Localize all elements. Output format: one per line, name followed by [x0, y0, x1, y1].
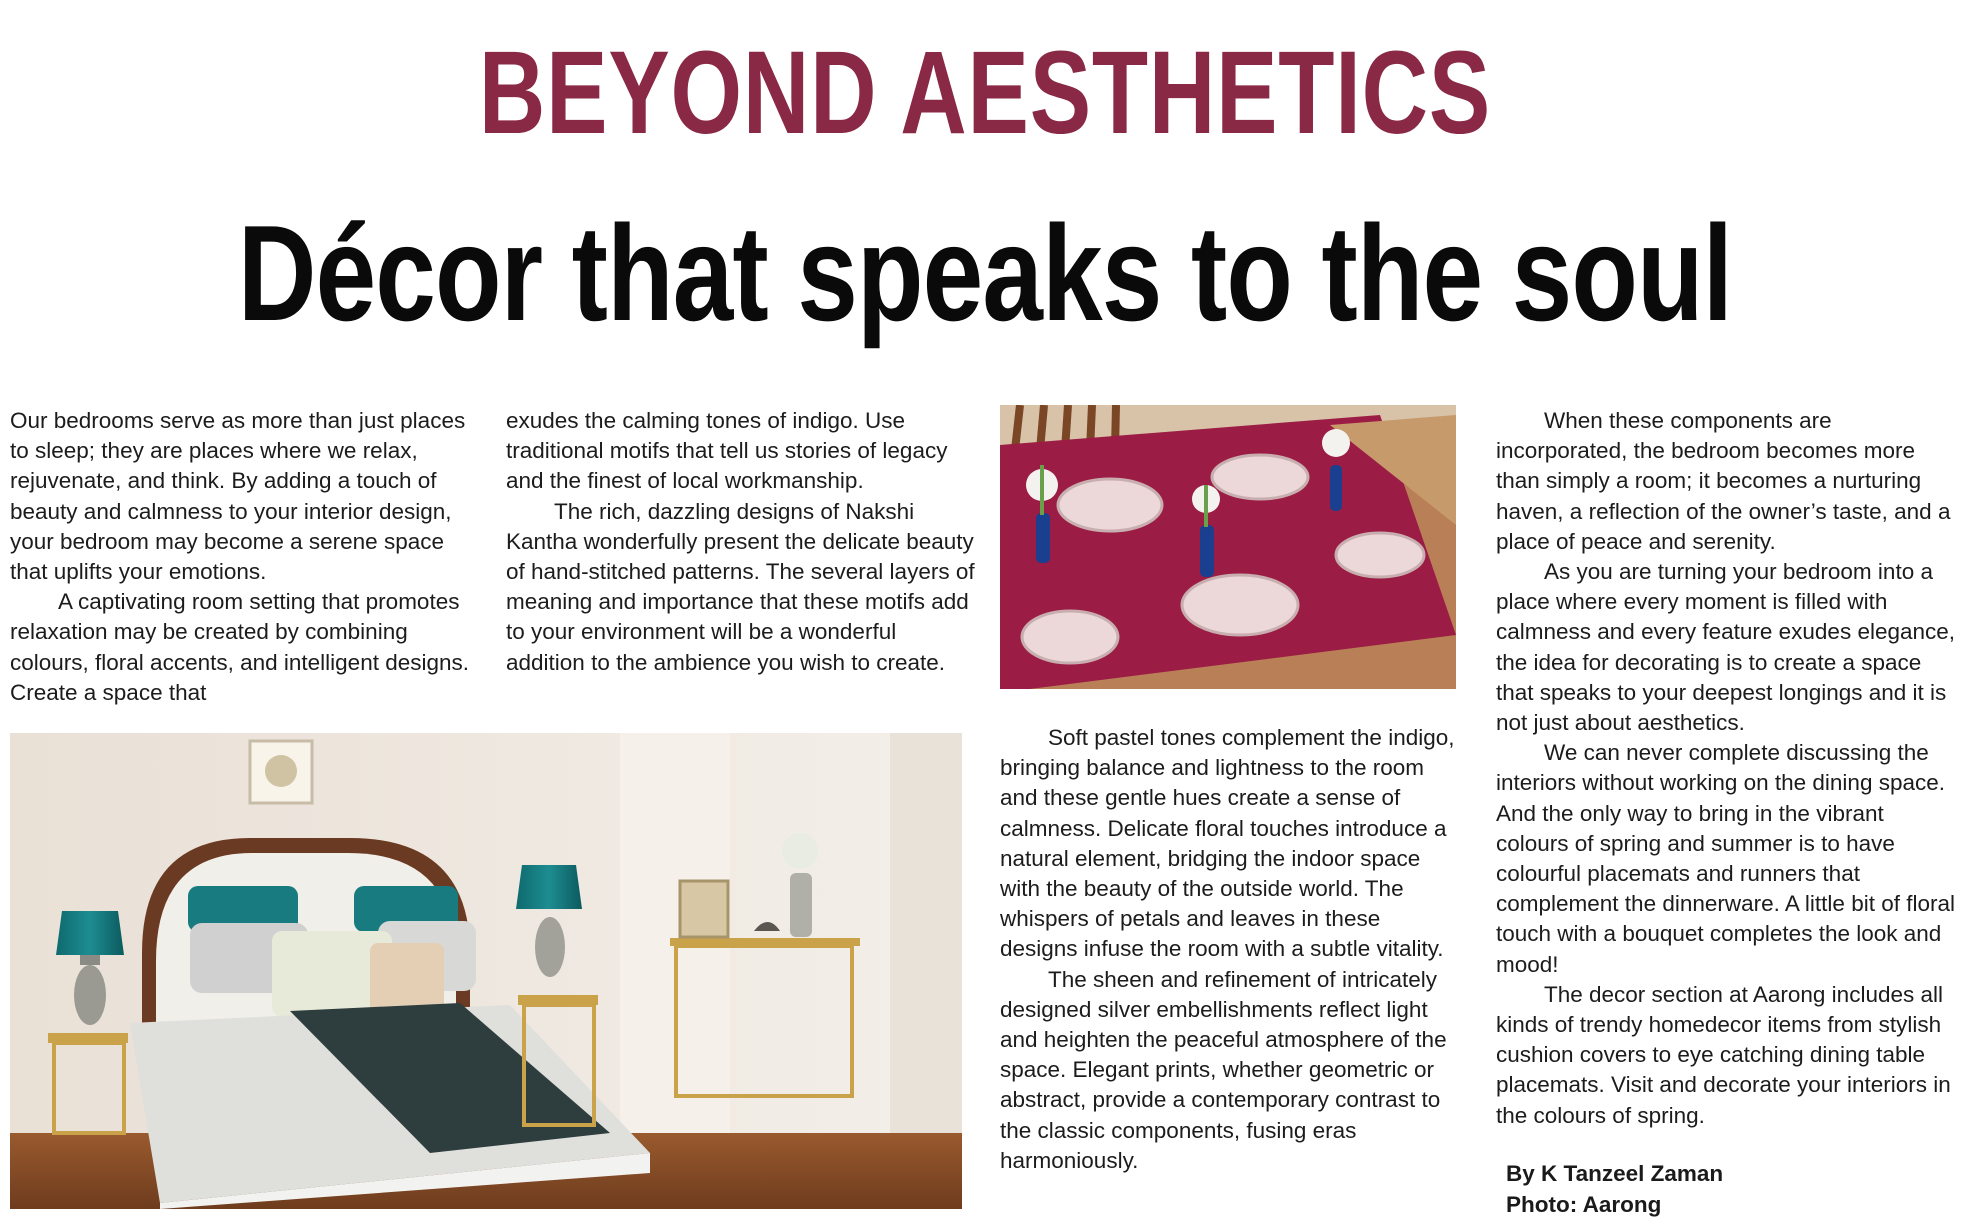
headline: Décor that speaks to the soul [237, 197, 1733, 349]
author-byline: By K Tanzeel Zaman [1506, 1161, 1724, 1186]
bedroom-photo [10, 733, 962, 1209]
article-column-4 [1496, 406, 1956, 1131]
paragraph: Our bedrooms serve as more than just places to sleep; they are places where we relax, rejuvenate, and think. By adding a touch of beauty and calmness to your interior design, your bedroom may become a serene space that uplifts your emotions. [10, 408, 466, 585]
paragraph: As you are turning your bedroom into a place where every moment is filled with calmness and every feature exudes elegance, the idea for decorating is to create a space that speaks to your deepest longings and it is not just about aesthetics. [1496, 559, 1956, 736]
paragraph: We can never complete discussing the interiors without working on the dining space. And the only way to bring in the vibrant colours of spring and summer is to have colourful placemats and runners that complement the dinnerware. A little bit of floral touch with a bouquet completes the look and mood! [1496, 740, 1955, 977]
dining-table-photo [1000, 405, 1456, 689]
kicker-heading: BEYOND AESTHETICS [478, 27, 1492, 159]
byline-block [1506, 1158, 1723, 1220]
article-column-2 [506, 406, 976, 678]
paragraph: The sheen and refinement of intricately designed silver embellishments reflect light and heighten the peaceful atmosphere of the space. Elegant prints, whether geometric or abstract, provide a contemporary contrast to the classic components, fusing eras harmoniously. [1000, 966, 1447, 1173]
paragraph: The rich, dazzling designs of Nakshi Kantha wonderfully present the delicate beauty of hand-stitched patterns. The several layers of meaning and importance that these motifs add to your environment will be a wonderful addition to the ambience you wish to create. [506, 498, 975, 675]
article-column-1 [10, 406, 480, 708]
article-column-3 [1000, 723, 1460, 1176]
paragraph: Soft pastel tones complement the indigo, bringing balance and lightness to the room and these gentle hues create a sense of calmness. Delicate floral touches introduce a natural element, bridging the indoor space with the beauty of the outside world. The whispers of petals and leaves in these designs infuse the room with a subtle vitality. [1000, 725, 1455, 962]
photo-credit: Photo: Aarong [1506, 1192, 1662, 1217]
paragraph: exudes the calming tones of indigo. Use traditional motifs that tell us stories of legacy and the finest of local workmanship. [506, 408, 948, 494]
paragraph: A captivating room setting that promotes relaxation may be created by combining colours, floral accents, and intelligent designs. Create a space that [10, 589, 470, 705]
paragraph: When these components are incorporated, the bedroom becomes more than simply a room; it becomes a nurturing haven, a reflection of the owner’s taste, and a place of peace and serenity. [1496, 408, 1951, 554]
paragraph: The decor section at Aarong includes all kinds of trendy homedecor items from stylish cushion covers to eye catching dining table placemats. Visit and decorate your interiors in the colours of spring. [1496, 981, 1951, 1128]
